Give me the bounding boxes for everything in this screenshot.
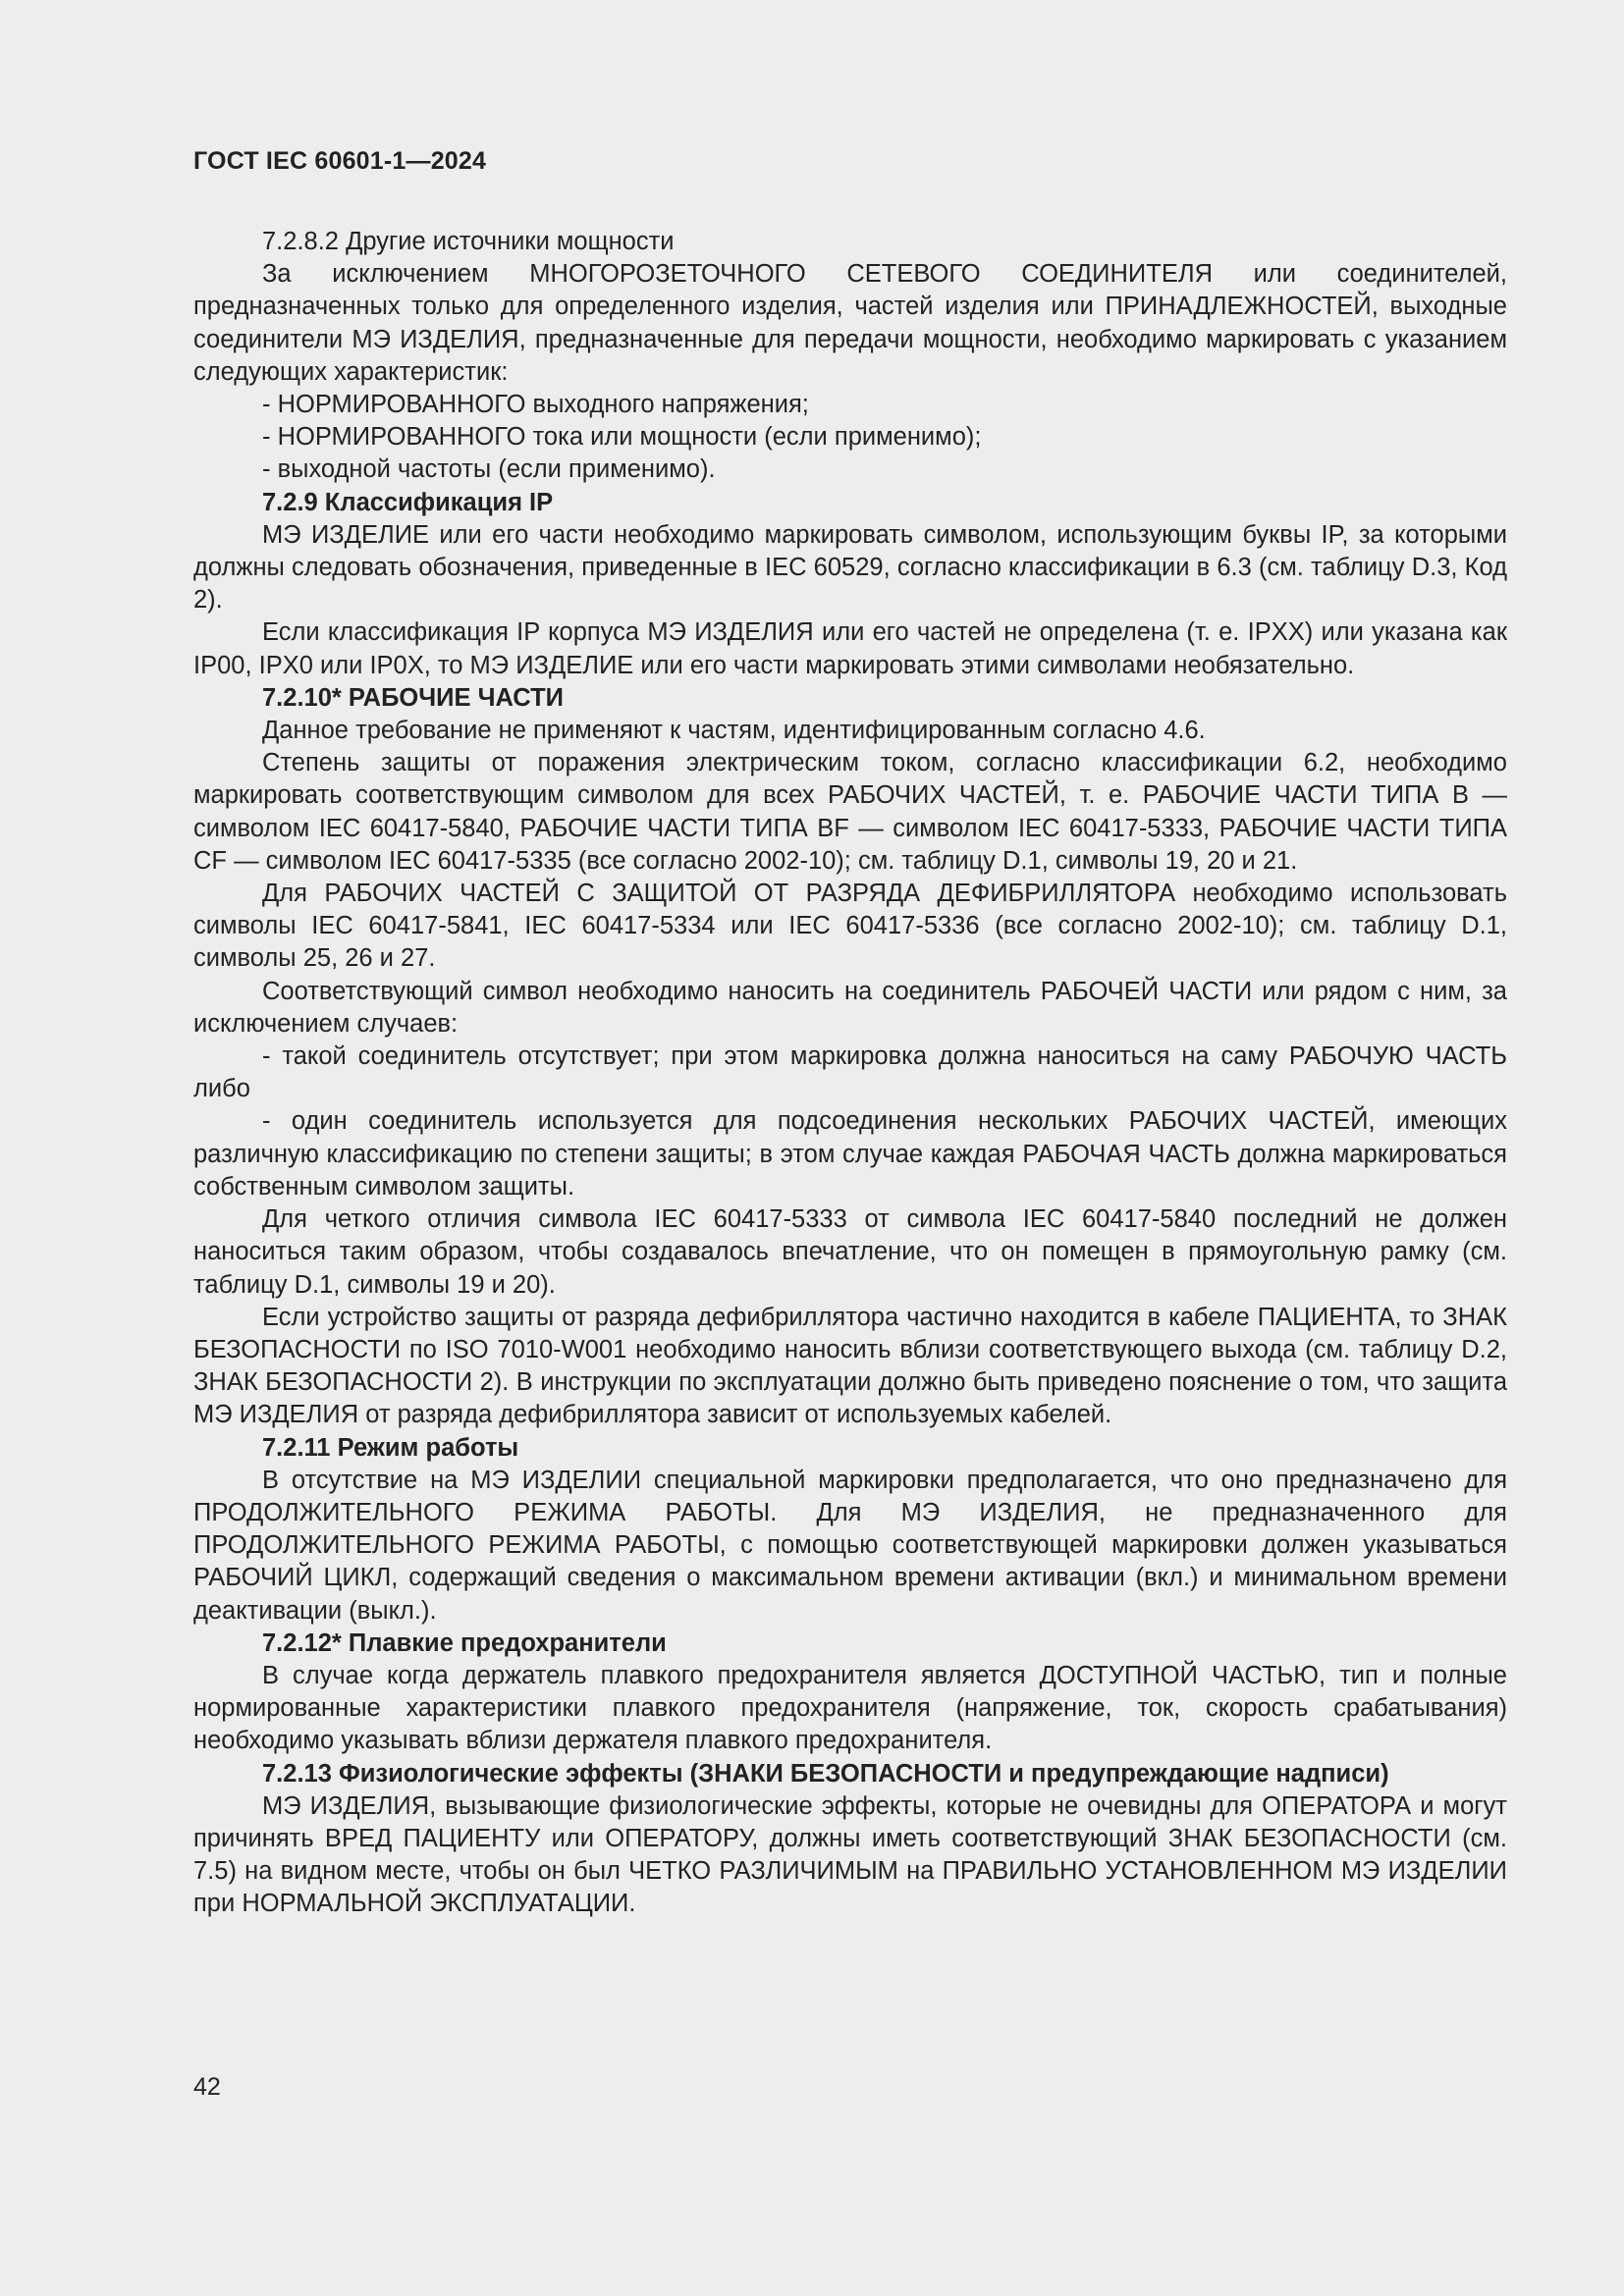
paragraph: Степень защиты от поражения электрическим током, согласно классификации 6.2, необходимо маркировать соответствующим символом для всех РАБОЧИХ ЧАСТЕЙ, т. е. РАБОЧИЕ ЧАСТИ ТИПА B — символом IEC 60417-5840, РАБОЧИЕ ЧАСТИ ТИПА BF — символом IEC 60417-5333, РАБОЧИЕ ЧАСТИ ТИПА CF — символом IEC 60417-5335 (все согласно 2002-10); см. таблицу D.1, символы 19, 20 и 21. xyxy=(193,749,1507,875)
page-number: 42 xyxy=(193,2073,221,2101)
paragraph: Для четкого отличия символа IEC 60417-5333 от символа IEC 60417-5840 последний не должен наноситься таким образом, чтобы создавалось впечатление, что он помещен в прямоугольную рамку (см. таблицу D.1, символы 19 и 20). xyxy=(193,1205,1507,1299)
paragraph: Данное требование не применяют к частям, идентифицированным согласно 4.6. xyxy=(262,717,1206,745)
list-item: - один соединитель используется для подсоединения нескольких РАБОЧИХ ЧАСТЕЙ, имеющих различную классификацию по степени защиты; в этом случае каждая РАБОЧАЯ ЧАСТЬ должна маркироваться собственным символом защиты. xyxy=(193,1107,1507,1201)
section-heading-7-2-9: 7.2.9 Классификация IP xyxy=(262,488,554,516)
paragraph: МЭ ИЗДЕЛИЯ, вызывающие физиологические эффекты, которые не очевидны для ОПЕРАТОРА и могут причинять ВРЕД ПАЦИЕНТУ или ОПЕРАТОРУ, должны иметь соответствующий ЗНАК БЕЗОПАСНОСТИ (см. 7.5) на видном месте, чтобы он был ЧЕТКО РАЗЛИЧИМЫМ на ПРАВИЛЬНО УСТАНОВЛЕННОМ МЭ ИЗДЕЛИИ при НОРМАЛЬНОЙ ЭКСПЛУАТАЦИИ. xyxy=(193,1791,1507,1918)
paragraph: Если устройство защиты от разряда дефибриллятора частично находится в кабеле ПАЦИЕНТА, то ЗНАК БЕЗОПАСНОСТИ по ISO 7010-W001 необходимо наносить вблизи соответствующего выхода (см. таблицу D.2, ЗНАК БЕЗОПАСНОСТИ 2). В инструкции по эксплуатации должно быть приведено пояснение о том, что защита МЭ ИЗДЕЛИЯ от разряда дефибриллятора зависит от используемых кабелей. xyxy=(193,1303,1507,1429)
paragraph: МЭ ИЗДЕЛИЕ или его части необходимо маркировать символом, использующим буквы IP, за которыми должны следовать обозначения, приведенные в IEC 60529, согласно классификации в 6.3 (см. таблицу D.3, Код 2). xyxy=(193,520,1507,614)
paragraph: В отсутствие на МЭ ИЗДЕЛИИ специальной маркировки предполагается, что оно предназначено для ПРОДОЛЖИТЕЛЬНОГО РЕЖИМА РАБОТЫ. Для МЭ ИЗДЕЛИЯ, не предназначенного для ПРОДОЛЖИТЕЛЬНОГО РЕЖИМА РАБОТЫ, с помощью соответствующей маркировки должен указываться РАБОЧИЙ ЦИКЛ, содержащий сведения о максимальном времени активации (вкл.) и минимальном времени деактивации (выкл.). xyxy=(193,1466,1507,1625)
list-item: - выходной частоты (если применимо). xyxy=(262,455,716,484)
section-heading-7-2-13: 7.2.13 Физиологические эффекты (ЗНАКИ БЕЗОПАСНОСТИ и предупреждающие надписи) xyxy=(262,1759,1389,1788)
paragraph: Соответствующий символ необходимо наносить на соединитель РАБОЧЕЙ ЧАСТИ или рядом с ним, за исключением случаев: xyxy=(193,977,1507,1038)
section-heading-7-2-10: 7.2.10* РАБОЧИЕ ЧАСТИ xyxy=(262,683,564,712)
list-item: - такой соединитель отсутствует; при этом маркировка должна наноситься на саму РАБОЧУЮ ЧАСТЬ либо xyxy=(193,1042,1507,1103)
paragraph: За исключением МНОГОРОЗЕТОЧНОГО СЕТЕВОГО СОЕДИНИТЕЛЯ или соединителей, предназначенных только для определенного изделия, частей изделия или ПРИНАДЛЕЖНОСТЕЙ, выходные соединители МЭ ИЗДЕЛИЯ, предназначенные для передачи мощности, необходимо маркировать с указанием следующих характеристик: xyxy=(193,260,1507,386)
document-header: ГОСТ IEC 60601-1—2024 xyxy=(193,147,487,175)
paragraph: Если классификация IP корпуса МЭ ИЗДЕЛИЯ или его частей не определена (т. е. IPXX) или указана как IP00, IPX0 или IP0X, то МЭ ИЗДЕЛИЕ или его части маркировать этими символами необязательно. xyxy=(193,618,1507,679)
section-heading-7-2-8-2: 7.2.8.2 Другие источники мощности xyxy=(262,228,675,255)
section-heading-7-2-12: 7.2.12* Плавкие предохранители xyxy=(262,1629,667,1657)
paragraph: В случае когда держатель плавкого предохранителя является ДОСТУПНОЙ ЧАСТЬЮ, тип и полные нормированные характеристики плавкого предохранителя (напряжение, ток, скорость срабатывания) необходимо указывать вблизи держателя плавкого предохранителя. xyxy=(193,1661,1507,1755)
document-body xyxy=(193,226,1507,1921)
section-heading-7-2-11: 7.2.11 Режим работы xyxy=(262,1433,519,1462)
list-item: - НОРМИРОВАННОГО тока или мощности (если применимо); xyxy=(262,423,982,452)
list-item: - НОРМИРОВАННОГО выходного напряжения; xyxy=(262,391,809,419)
paragraph: Для РАБОЧИХ ЧАСТЕЙ С ЗАЩИТОЙ ОТ РАЗРЯДА ДЕФИБРИЛЛЯТОРА необходимо использовать символы IEC 60417-5841, IEC 60417-5334 или IEC 60417-5336 (все согласно 2002-10); см. таблицу D.1, символы 25, 26 и 27. xyxy=(193,880,1507,973)
